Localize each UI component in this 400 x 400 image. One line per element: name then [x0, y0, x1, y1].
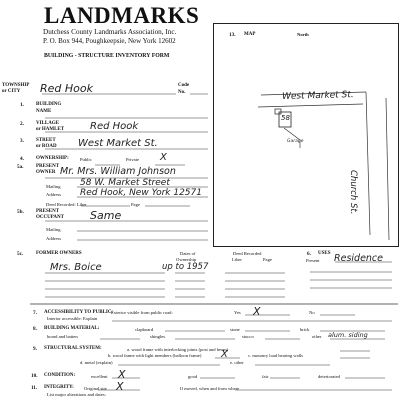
material-stone: stone: [230, 327, 240, 332]
occupant-value: Same: [90, 209, 122, 222]
accessibility-label: ACCESSIBILITY TO PUBLIC:: [44, 310, 114, 315]
integrity-moved: If moved, when and from where: [180, 386, 240, 391]
structural-a: a. wood frame with interlocking joints (post and beam): [127, 347, 229, 352]
material-other: other: [312, 334, 322, 339]
material-brick: brick: [300, 327, 310, 332]
hamlet-label: or HAMLET: [36, 127, 65, 132]
former-owners-label: FORMER OWNERS: [36, 251, 82, 256]
material-shingles: shingles: [150, 334, 166, 339]
field3-num: 3.: [20, 138, 24, 144]
map-street-church: Church St.: [348, 170, 358, 215]
map-label: MAP: [244, 32, 256, 37]
structural-system-label: STRUCTURAL SYSTEM:: [44, 346, 102, 351]
structural-e: e. other: [230, 360, 244, 365]
field10-num: 10.: [31, 373, 38, 379]
material-other-value: alum. siding: [328, 331, 368, 339]
material-stucco: stucco: [242, 334, 254, 339]
occupant-label2: OCCUPANT: [36, 215, 64, 220]
field6-num: 6.: [307, 251, 311, 257]
map-garage-label: Garage: [287, 139, 304, 144]
map-street-west-market: West Market St.: [281, 90, 354, 102]
building-material-label: BUILDING MATERIAL:: [44, 326, 100, 331]
deed-recorded-label: Deed Recorded: Liber: [46, 202, 87, 207]
material-board-batten: board and batten: [47, 334, 78, 339]
uses-present-value: Residence: [334, 253, 383, 264]
field4-num: 4.: [20, 156, 24, 162]
present-owner-label: PRESENT: [36, 164, 60, 169]
occupant-label: PRESENT: [36, 209, 60, 214]
village-label: VILLAGE: [36, 121, 60, 126]
condition-excellent-mark: X: [118, 368, 126, 381]
township-label: TOWNSHIP: [2, 83, 30, 88]
integrity-alterations: List major alterations and dates:: [47, 392, 106, 397]
road-label: or ROAD: [36, 144, 57, 149]
field8-num: 8.: [33, 326, 37, 332]
present-owner-value: Mr. Mrs. William Johnson: [60, 166, 176, 177]
condition-good: good: [188, 374, 198, 379]
village-value: Red Hook: [90, 121, 139, 132]
org-address: P. O. Box 944, Poughkeepsie, New York 12602: [43, 37, 176, 45]
field7-num: 7.: [33, 310, 37, 316]
field5a-num: 5a.: [17, 164, 24, 170]
landmarks-title: LANDMARKS: [44, 3, 200, 28]
liber-col-label: Liber: [232, 257, 242, 262]
accessibility-no: No: [309, 310, 315, 315]
accessibility-yes: Yes: [234, 310, 241, 315]
uses-label: USES: [318, 251, 331, 256]
map-lot-number: 58: [281, 114, 290, 122]
occupant-mailing-label: Mailing: [46, 227, 61, 232]
code-label: Code: [178, 83, 190, 88]
condition-label: CONDITION:: [44, 373, 76, 378]
ownership-public: Public: [80, 157, 92, 162]
deed-page-label: Page: [131, 202, 140, 207]
owner-mail-line1: 58 W. Market Street: [80, 178, 170, 188]
field2-num: 2.: [20, 121, 24, 127]
former-owner-dates: up to 1957: [162, 262, 209, 272]
no-label: No.: [178, 90, 186, 95]
building-name-label: BUILDING: [36, 102, 62, 107]
org-name: Dutchess County Landmarks Association, Inc.: [43, 28, 177, 36]
address-label: Address: [46, 192, 62, 197]
mailing-label: Mailing: [46, 184, 61, 189]
integrity-original-mark: X: [116, 380, 124, 393]
accessibility-yes-mark: X: [253, 305, 261, 318]
condition-excellent: excellent: [91, 374, 108, 379]
structural-d: d. metal (explain): [80, 360, 113, 365]
uses-present-label: Present: [306, 258, 320, 263]
deed-recorded-col-label: Deed Recorded: [233, 251, 262, 256]
street-label: STREET: [36, 138, 56, 143]
material-clapboard: clapboard: [135, 327, 154, 332]
field9-num: 9.: [33, 346, 37, 352]
field5c-num: 5c.: [17, 251, 24, 257]
city-label: or CITY: [2, 89, 21, 94]
building-name-label2: NAME: [36, 109, 52, 114]
ownership-label: OWNERSHIP:: [36, 156, 69, 161]
owner-mail-line2: Red Hook, New York 12571: [80, 188, 202, 198]
interior-accessible-text: Interior accessible: Explain: [47, 316, 98, 321]
ownership-private: Private: [126, 157, 140, 162]
occupant-address-label: Address: [46, 236, 62, 241]
present-owner-label2: OWNER: [36, 170, 56, 175]
field11-num: 11.: [31, 385, 38, 391]
integrity-label: INTEGRITY:: [44, 385, 74, 390]
page-col-label: Page: [263, 257, 272, 262]
field1-num: 1.: [20, 102, 24, 108]
map-north-label: North: [297, 32, 309, 37]
ownership-private-mark: X: [160, 152, 167, 163]
former-owner-value: Mrs. Boice: [50, 262, 102, 273]
form-title: BUILDING - STRUCTURE INVENTORY FORM: [44, 53, 170, 59]
structural-b: b. wood frame with light members (balloon frame): [108, 353, 202, 358]
street-value: West Market St.: [78, 138, 158, 149]
structural-c: c. masonry load bearing walls: [248, 353, 303, 358]
integrity-original-site: Original site: [84, 386, 107, 391]
map-number: 13.: [229, 32, 236, 38]
condition-fair: fair: [262, 374, 269, 379]
condition-deteriorated: deteriorated: [318, 374, 340, 379]
structural-b-mark: X: [221, 349, 228, 360]
dates-of-label: Dates of: [180, 251, 196, 256]
exterior-visible-text: Exterior visible from public road:: [111, 310, 173, 315]
field5b-num: 5b.: [17, 209, 24, 215]
ownership-col-label: Ownership: [176, 257, 197, 262]
township-value: Red Hook: [40, 82, 93, 95]
